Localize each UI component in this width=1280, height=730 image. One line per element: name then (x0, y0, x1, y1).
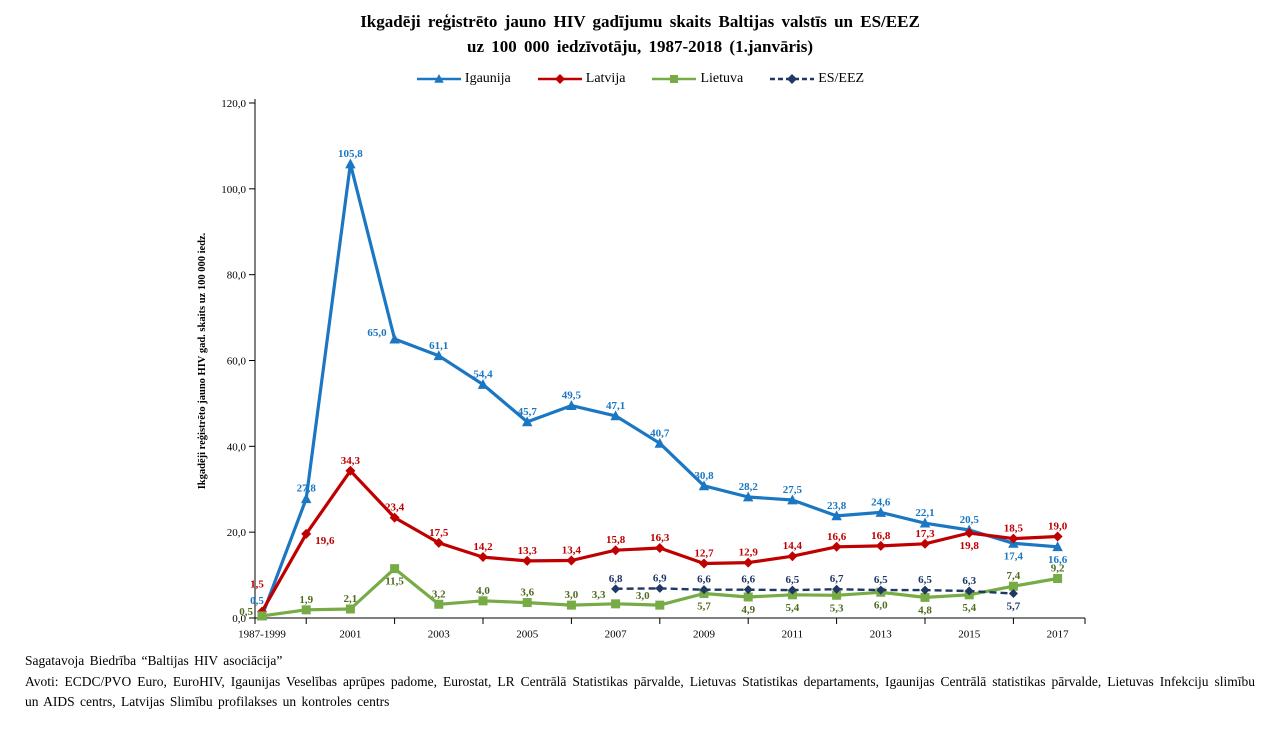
data-point-label-lietuva: 4,0 (476, 585, 490, 598)
chart-title (0, 10, 1280, 59)
chart-page (0, 10, 1280, 730)
y-tick-label: 0,0 (232, 613, 246, 626)
y-tick-label: 100,0 (221, 184, 246, 197)
x-tick-label: 2005 (516, 628, 539, 641)
data-point-label-lietuva: 7,4 (1006, 570, 1021, 583)
data-point-marker-lietuva (258, 612, 267, 621)
x-tick-label: 2001 (339, 628, 362, 641)
data-point-label-latvija: 16,8 (871, 530, 891, 543)
data-point-marker-lietuva (567, 601, 576, 610)
data-point-label-es-eez: 6,5 (873, 574, 888, 587)
data-point-marker-latvija (787, 551, 797, 561)
data-point-marker-lietuva (523, 598, 532, 607)
legend-swatch-es-eez-icon (769, 72, 815, 86)
data-point-label-lietuva: 0,5 (239, 606, 253, 619)
data-point-label-lietuva: 4,9 (741, 604, 756, 617)
data-point-label-es-eez: 6,8 (608, 573, 623, 586)
data-point-marker-latvija (566, 556, 576, 566)
data-point-marker-igaunija (389, 334, 399, 344)
data-point-label-lietuva: 11,5 (385, 575, 404, 588)
data-point-label-igaunija: 40,7 (650, 427, 670, 440)
y-tick-label: 40,0 (226, 441, 246, 454)
data-point-marker-lietuva (479, 597, 488, 606)
legend-item-latvija (537, 71, 626, 87)
data-point-marker-lietuva (611, 600, 620, 609)
chart-footer (0, 651, 1280, 712)
data-point-label-lietuva: 9,2 (1050, 562, 1065, 575)
data-point-label-es-eez: 6,6 (741, 573, 756, 586)
chart-legend (0, 67, 1280, 91)
x-tick-label: 2017 (1046, 628, 1069, 641)
data-point-label-igaunija: 27,8 (296, 482, 316, 495)
data-point-label-latvija: 19,0 (1047, 520, 1068, 533)
data-point-label-latvija: 19,8 (959, 540, 979, 553)
data-point-marker-latvija (699, 559, 709, 569)
x-tick-label: 2003 (427, 628, 450, 641)
data-point-label-lietuva: 3,0 (564, 589, 579, 602)
data-point-marker-es-eez (611, 585, 620, 594)
data-point-label-igaunija: 105,8 (338, 148, 363, 161)
legend-swatch-latvija-icon (537, 72, 583, 86)
data-point-label-igaunija: 24,6 (871, 496, 891, 509)
x-tick-label: 1987-1999 (238, 628, 286, 641)
chart-canvas (0, 91, 1280, 651)
data-point-label-latvija: 13,4 (561, 544, 582, 557)
data-point-marker-lietuva (390, 564, 399, 573)
data-point-label-latvija: 19,6 (315, 535, 335, 548)
legend-swatch-igaunija-icon (416, 72, 462, 86)
data-point-marker-lietuva (346, 605, 355, 614)
data-point-label-latvija: 16,6 (826, 531, 847, 544)
legend-label-latvija: Latvija (585, 71, 626, 87)
data-point-marker-lietuva (655, 601, 664, 610)
sources-text: Avoti: ECDC/PVO Euro, EuroHIV, Igaunijas Veselības aprūpes padome, Eurostat, LR Centrālā Statistikas pārvalde, Lietuvas Statistikas departaments, Igaunijas Centrālā statistikas pārvalde, Lietuvas Infekciju slimību un AIDS centrs, Latvijas Slimību profilakses un kontroles centrs (25, 673, 1255, 709)
data-point-marker-latvija (655, 543, 665, 553)
data-point-label-lietuva: 5,3 (829, 602, 844, 615)
data-point-label-lietuva: 5,4 (962, 602, 977, 615)
data-point-label-igaunija: 0,5 (250, 595, 264, 608)
data-point-label-es-eez: 6,5 (918, 574, 932, 587)
data-point-label-igaunija: 45,7 (517, 406, 537, 419)
legend-label-lietuva: Lietuva (700, 71, 744, 87)
data-point-label-igaunija: 28,2 (738, 481, 758, 494)
data-point-label-igaunija: 61,1 (429, 340, 449, 353)
data-point-label-latvija: 14,2 (473, 541, 493, 554)
data-point-label-latvija: 34,3 (340, 455, 361, 468)
data-point-label-es-eez: 6,7 (829, 573, 844, 586)
data-point-label-latvija: 15,8 (605, 534, 626, 547)
legend-label-igaunija: Igaunija (464, 71, 511, 87)
data-point-marker-latvija (743, 558, 753, 568)
data-point-label-lietuva: 3,3 (591, 589, 606, 602)
chart-title-line2: uz 100 000 iedzīvotāju, 1987-2018 (1.janvāris) (466, 36, 813, 56)
data-point-label-es-eez: 6,9 (652, 572, 667, 585)
data-point-marker-latvija (478, 552, 488, 562)
legend-item-es-eez (769, 71, 864, 87)
y-tick-label: 20,0 (226, 527, 246, 540)
data-point-label-igaunija: 47,1 (605, 400, 626, 413)
prepared-by-text: Sagatavoja Biedrība “Baltijas HIV asociācija” (25, 653, 283, 669)
data-point-label-lietuva: 3,6 (520, 586, 535, 599)
data-point-label-es-eez: 5,7 (1006, 600, 1021, 613)
data-point-label-latvija: 1,5 (250, 578, 264, 591)
data-point-label-lietuva: 2,1 (343, 593, 358, 606)
data-point-label-igaunija: 65,0 (367, 327, 387, 340)
x-tick-label: 2013 (869, 628, 892, 641)
data-point-label-latvija: 16,3 (650, 532, 670, 545)
data-point-label-latvija: 12,7 (694, 547, 714, 560)
data-point-label-latvija: 18,5 (1003, 522, 1024, 535)
data-point-label-latvija: 14,4 (782, 540, 803, 553)
data-point-marker-lietuva (1053, 574, 1062, 583)
y-axis-title: Ikgadēji reģistrēto jauno HIV gad. skaits uz 100 000 iedz. (197, 232, 208, 490)
y-tick-label: 80,0 (226, 269, 246, 282)
legend-item-lietuva (651, 71, 743, 87)
data-point-label-igaunija: 30,8 (694, 470, 714, 483)
data-point-marker-es-eez (655, 584, 664, 593)
data-point-label-latvija: 12,9 (738, 546, 758, 559)
x-tick-label: 2011 (781, 628, 804, 641)
chart-plot-area (0, 91, 1280, 651)
series-line-es-eez (616, 589, 1014, 594)
data-point-label-igaunija: 20,5 (959, 514, 979, 527)
legend-item-igaunija (416, 71, 511, 87)
data-point-label-latvija: 13,3 (517, 545, 537, 558)
data-point-marker-latvija (1053, 532, 1063, 542)
chart-title-line1: Ikgadēji reģistrēto jauno HIV gadījumu skaits Baltijas valstīs un ES/EEZ (360, 12, 920, 31)
data-point-label-lietuva: 3,2 (431, 588, 446, 601)
data-point-marker-latvija (876, 541, 886, 551)
data-point-label-es-eez: 6,6 (697, 573, 711, 586)
y-tick-label: 60,0 (226, 355, 246, 368)
data-point-label-es-eez: 6,5 (785, 574, 800, 587)
y-tick-label: 120,0 (221, 98, 246, 111)
data-point-label-igaunija: 49,5 (561, 389, 582, 402)
data-point-label-igaunija: 54,4 (473, 368, 493, 381)
x-tick-label: 2007 (604, 628, 627, 641)
data-point-label-es-eez: 6,3 (962, 575, 977, 588)
data-point-label-lietuva: 3,0 (635, 590, 650, 603)
data-point-marker-latvija (832, 542, 842, 552)
data-point-marker-latvija (920, 539, 930, 549)
data-point-label-lietuva: 5,4 (785, 602, 800, 615)
legend-label-es-eez: ES/EEZ (818, 71, 865, 87)
data-point-label-lietuva: 6,0 (873, 599, 888, 612)
data-point-label-lietuva: 1,9 (299, 594, 314, 607)
data-point-marker-lietuva (434, 600, 443, 609)
data-point-label-igaunija: 23,8 (826, 500, 847, 513)
x-tick-label: 2009 (693, 628, 715, 641)
data-point-marker-latvija (611, 545, 621, 555)
data-point-label-latvija: 17,5 (429, 527, 449, 540)
x-tick-label: 2015 (958, 628, 981, 641)
data-point-marker-lietuva (302, 606, 311, 615)
data-point-marker-latvija (522, 556, 532, 566)
data-point-label-latvija: 23,4 (384, 501, 405, 514)
data-point-label-igaunija: 22,1 (915, 507, 935, 520)
data-point-label-igaunija: 16,6 (1047, 554, 1068, 567)
data-point-label-igaunija: 17,4 (1003, 550, 1024, 563)
data-point-label-lietuva: 4,8 (918, 604, 932, 617)
data-point-label-igaunija: 27,5 (782, 484, 803, 497)
legend-swatch-lietuva-icon (651, 72, 697, 86)
data-point-label-latvija: 17,3 (915, 528, 935, 541)
data-point-label-lietuva: 5,7 (697, 600, 711, 613)
